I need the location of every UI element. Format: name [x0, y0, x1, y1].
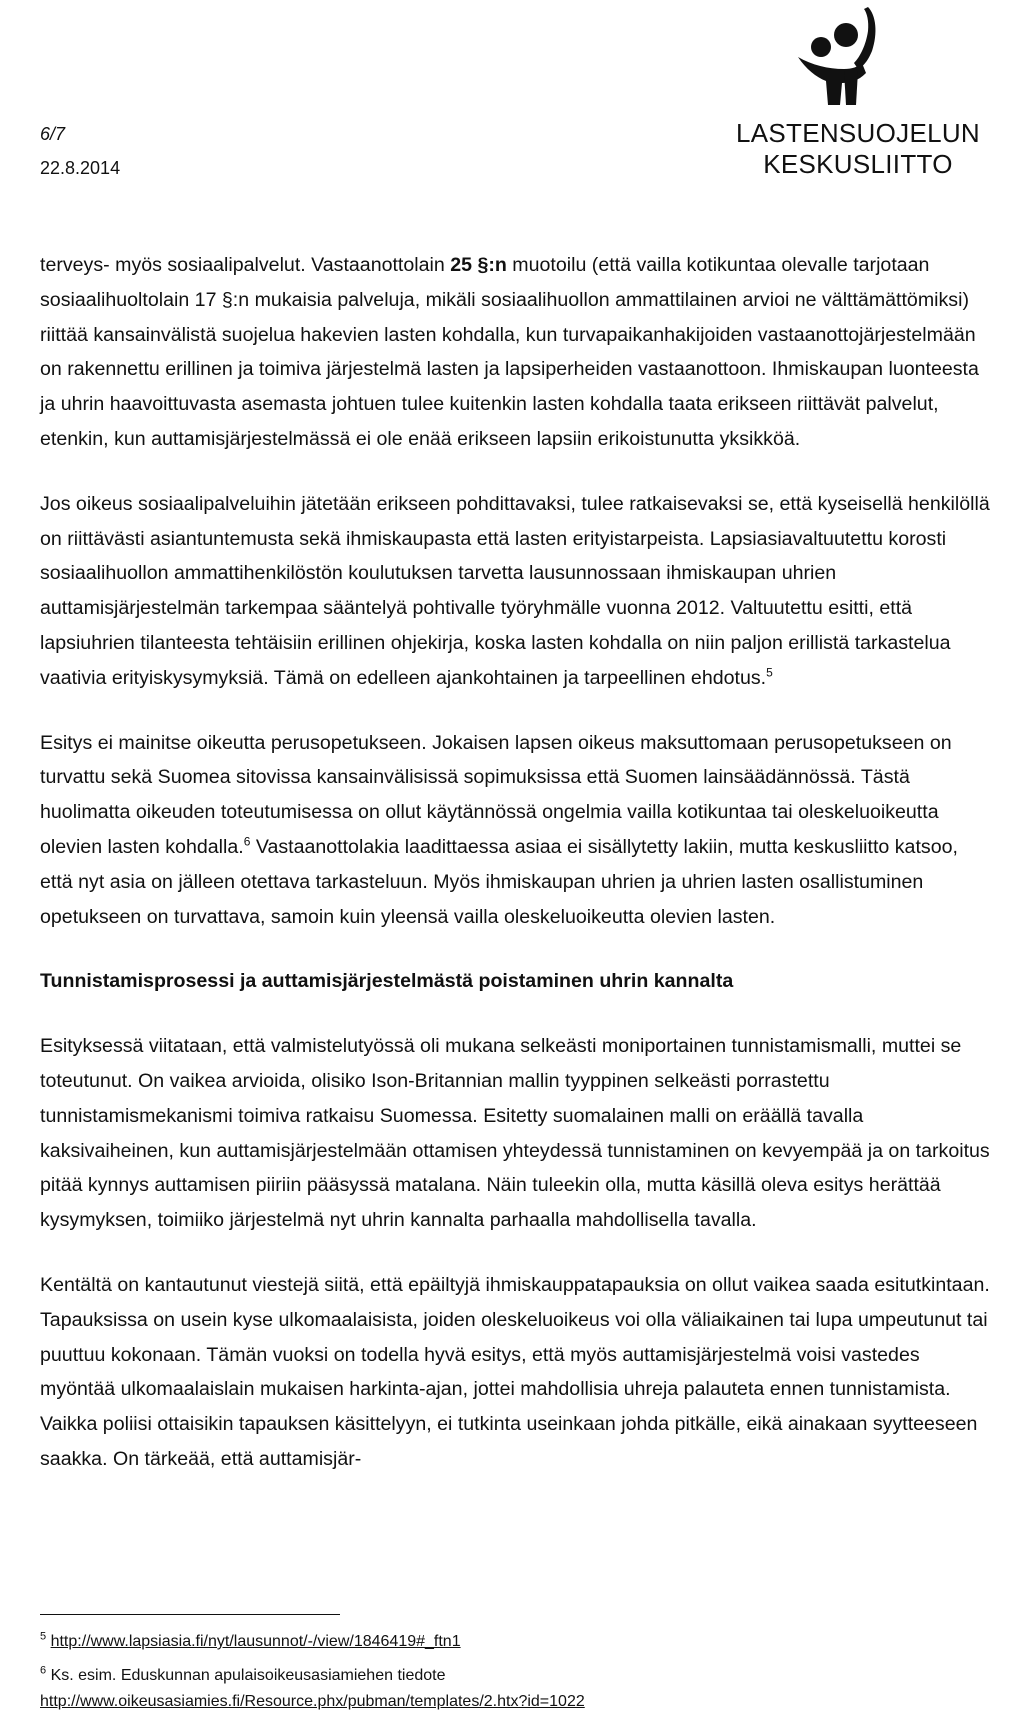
page-number: 6/7 — [40, 124, 66, 144]
document-date: 22.8.2014 — [40, 158, 121, 178]
footnote-6-number: 6 — [40, 1664, 47, 1677]
paragraph-3 — [40, 726, 990, 935]
footnote-6-link-line — [40, 1689, 990, 1715]
paragraph-1 — [40, 248, 990, 457]
paragraph-4: Esityksessä viitataan, että valmistelutyössä oli mukana selkeästi moniportainen tunnistamismalli, muttei se toteutunut. On vaikea arvioida, olisiko Ison-Britannian mallin tyyppinen selkeästi porrastettu tunnistamismekanismi toimiva ratkaisu Suomessa. Esitetty suomalainen malli on eräällä tavalla kaksivaiheinen, kun auttamisjärjestelmään ottamisen yhteydessä tunnistaminen on kevyempää ja on tarkoitus pitää kynnys auttamisen piiriin pääsyssä matalana. Näin tuleekin olla, mutta käsillä oleva esitys herättää kysymyksen, toimiiko järjestelmä nyt uhrin kannalta parhaalla mahdollisella tavalla. — [40, 1035, 990, 1232]
footnote-6-text: Ks. esim. Eduskunnan apulaisoikeusasiamiehen tiedote — [50, 1667, 446, 1684]
paragraph-3-start: Esitys ei mainitse oikeutta perusopetukseen. Jokaisen lapsen oikeus maksuttomaan perusopetukseen on turvattu sekä Suomea sitovissa kansainvälisissä sopimuksissa että Suomen lainsäädännössä. Tästä huolimatta oikeuden toteutumisessa on ollut käytännössä ongelmia vailla kotikuntaa tai oleskeluoikeutta olevien lasten kohdalla. — [40, 731, 952, 858]
document-body — [40, 248, 990, 1477]
paragraph-2 — [40, 487, 990, 696]
paragraph-1-rest: muotoilu (että vailla kotikuntaa olevalle tarjotaan sosiaalihuoltolain 17 §:n mukaisia palveluja, mikäli sosiaalihuollon ammattilainen arvioi ne välttämättömiksi) riittää kansainvälistä suojelua hakevien lasten kohdalla, kun turvapaikanhakijoiden vastaanottojärjestelmään on rakennettu erillinen ja toimiva järjestelmä lasten ja lapsiperheiden vastaanottoon. Ihmiskaupan luonteesta ja uhrin haavoittuvasta asemasta johtuen tulee kuitenkin lasten kohdalla taata erikseen riittävät palvelut, etenkin, kun auttamisjärjestelmässä ei ole enää erikseen lapsiin erikoistunutta yksikköä. — [40, 254, 979, 450]
organization-name — [728, 118, 988, 180]
organization-name-line1: LASTENSUOJELUN — [735, 118, 981, 148]
paragraph-2-text: Jos oikeus sosiaalipalveluihin jätetään erikseen pohdittavaksi, tulee ratkaisevaksi se, että kyseisellä henkilöllä on riittävästi asiantuntemusta sekä ihmiskaupasta että lasten erityistarpeista. Lapsiasiavaltuutettu korosti sosiaalihuollon ammattihenkilöstön koulutuksen tarvetta lausunnossaan ihmiskaupan uhrien auttamisjärjestelmän tarkempaa sääntelyä pohtivalle työryhmälle vuonna 2012. Valtuutettu esitti, että lapsiuhrien tilanteesta tehtäisiin erillinen ohjekirja, koska lasten kohdalla on niin paljon erillistä tarkastelua vaativia erityiskysymyksiä. Tämä on edelleen ajankohtainen ja tarpeellinen ehdotus. — [40, 492, 990, 689]
paragraph-3-rest: Vastaanottolakia laadittaessa asiaa ei sisällytetty lakiin, mutta keskusliitto katsoo, että nyt asia on jälleen otettava tarkasteluun. Myös ihmiskaupan uhrien ja uhrien lasten osallistuminen opetukseen on turvattava, samoin kuin yleensä vailla oleskeluoikeutta olevien lasten. — [40, 835, 958, 928]
footnote-6 — [40, 1663, 990, 1689]
footnote-ref-6[interactable]: 6 — [243, 834, 251, 849]
footnote-6-link[interactable]: http://www.oikeusasiamies.fi/Resource.phx/pubman/templates/2.htx?id=1022 — [40, 1693, 585, 1710]
paragraph-1-start: terveys- myös sosiaalipalvelut. Vastaanottolain — [40, 254, 451, 276]
footnote-5 — [40, 1629, 990, 1655]
footnote-5-number: 5 — [40, 1630, 47, 1643]
footnotes — [40, 1614, 990, 1715]
footnote-5-link[interactable]: http://www.lapsiasia.fi/nyt/lausunnot/-/view/1846419#_ftn1 — [50, 1633, 461, 1650]
footnote-divider — [40, 1614, 340, 1615]
section-reference: 25 §:n — [450, 254, 507, 276]
footnote-ref-5[interactable]: 5 — [766, 665, 773, 680]
page-header — [0, 0, 1024, 200]
lastensuojelun-keskusliitto-logo-icon — [788, 5, 898, 110]
organization-name-line2: KESKUSLIITTO — [763, 149, 953, 179]
section-heading: Tunnistamisprosessi ja auttamisjärjestelmästä poistaminen uhrin kannalta — [40, 970, 734, 993]
paragraph-5: Kentältä on kantautunut viestejä siitä, että epäiltyjä ihmiskauppatapauksia on ollut vaikea saada esitutkintaan. Tapauksissa on usein kyse ulkomaalaisista, joiden oleskeluoikeus voi olla väliaikainen tai lupa umpeutunut tai puuttuu kokonaan. Tämän vuoksi on todella hyvä esitys, että myös auttamisjärjestelmä voisi vastedes myöntää ulkomaalaislain mukaisen harkinta-ajan, jottei mahdollisia uhreja palauteta ennen tunnistamista. Vaikka poliisi ottaisikin tapauksen käsittelyyn, ei tutkinta useinkaan johda pitkälle, eikä ainakaan syytteeseen saakka. On tärkeää, että auttamisjär- — [40, 1273, 990, 1470]
